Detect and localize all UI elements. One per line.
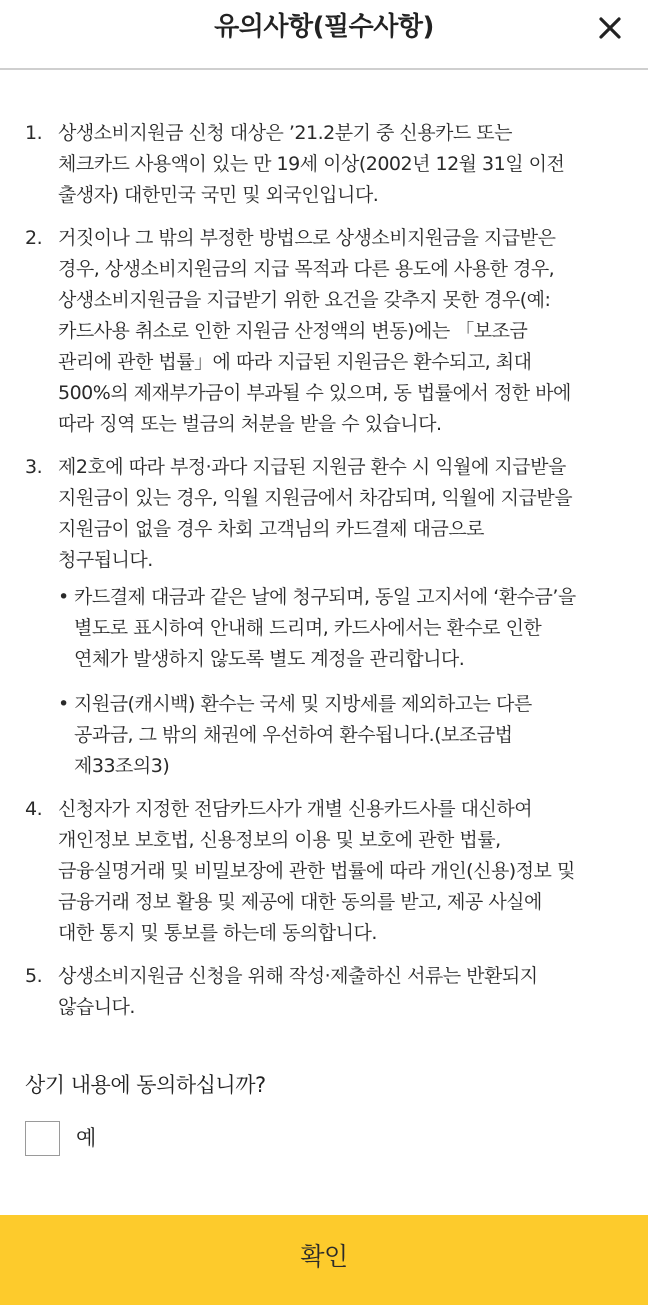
notice-text-line: 지원금이 있는 경우, 익월 지원금에서 차감되며, 익월에 지급받을	[58, 487, 573, 509]
notice-item	[0, 794, 648, 949]
notice-text-line: 지원금이 없을 경우 차회 고객님의 카드결제 대금으로	[58, 518, 485, 540]
notice-item	[0, 223, 648, 440]
notice-text-line: 않습니다.	[58, 996, 135, 1018]
notice-text-line: 제2호에 따라 부정·과다 지급된 지원금 환수 시 익월에 지급받을	[58, 456, 566, 478]
agree-checkbox-label[interactable]: 예	[76, 1126, 97, 1150]
bullet-icon: •	[58, 693, 69, 715]
agree-checkbox[interactable]	[25, 1121, 60, 1156]
notice-number: 4.	[25, 798, 43, 820]
bullet-icon: •	[58, 586, 69, 608]
notice-sub-text-line: 공과금, 그 밖의 채권에 우선하여 환수됩니다.(보조금법	[74, 724, 513, 746]
notice-sub-text-line: 제33조의3)	[74, 755, 170, 777]
notice-text-line: 청구됩니다.	[58, 549, 153, 571]
notice-text-line: 금융거래 정보 활용 및 제공에 대한 동의를 받고, 제공 사실에	[58, 891, 542, 913]
notice-text-line: 따라 징역 또는 벌금의 처분을 받을 수 있습니다.	[58, 413, 442, 435]
notice-text-line: 거짓이나 그 밖의 부정한 방법으로 상생소비지원금을 지급받은	[58, 227, 556, 249]
notice-number: 3.	[25, 456, 43, 478]
notice-text-line: 출생자) 대한민국 국민 및 외국인입니다.	[58, 184, 379, 206]
notice-text-line: 대한 통지 및 통보를 하는데 동의합니다.	[58, 922, 377, 944]
header-bar	[0, 0, 648, 70]
notice-item	[0, 961, 648, 1023]
notice-number: 2.	[25, 227, 43, 249]
notice-text-line: 상생소비지원금 신청을 위해 작성·제출하신 서류는 반환되지	[58, 965, 538, 987]
page-title: 유의사항(필수사항)	[214, 12, 434, 42]
confirm-button[interactable]: 확인	[0, 1215, 648, 1305]
notice-number: 5.	[25, 965, 43, 987]
notice-list	[0, 118, 648, 1035]
notice-text-line: 개인정보 보호법, 신용정보의 이용 및 보호에 관한 법률,	[58, 829, 501, 851]
notice-text-line: 체크카드 사용액이 있는 만 19세 이상(2002년 12월 31일 이전	[58, 153, 565, 175]
notice-text-line: 신청자가 지정한 전담카드사가 개별 신용카드사를 대신하여	[58, 798, 533, 820]
notice-text-line: 상생소비지원금을 지급받기 위한 요건을 갖추지 못한 경우(예:	[58, 289, 551, 311]
notice-sub-text-line: 연체가 발생하지 않도록 별도 계정을 관리합니다.	[74, 648, 465, 670]
notice-item	[0, 452, 648, 782]
notice-sub-text-line: 카드결제 대금과 같은 날에 청구되며, 동일 고지서에 ‘환수금’을	[74, 586, 576, 608]
notice-sub-text-line: 별도로 표시하여 안내해 드리며, 카드사에서는 환수로 인한	[74, 617, 542, 639]
notice-text-line: 500%의 제재부가금이 부과될 수 있으며, 동 법률에서 정한 바에	[58, 382, 571, 404]
notice-text-line: 경우, 상생소비지원금의 지급 목적과 다른 용도에 사용한 경우,	[58, 258, 555, 280]
notice-sub-item	[58, 689, 628, 782]
close-button[interactable]	[594, 12, 626, 44]
notice-sub-text-line: 지원금(캐시백) 환수는 국세 및 지방세를 제외하고는 다른	[74, 693, 532, 715]
notice-number: 1.	[25, 122, 43, 144]
notice-text-line: 상생소비지원금 신청 대상은 ’21.2분기 중 신용카드 또는	[58, 122, 513, 144]
notice-text-line: 금융실명거래 및 비밀보장에 관한 법률에 따라 개인(신용)정보 및	[58, 860, 575, 882]
notice-text-line: 관리에 관한 법률」에 따라 지급된 지원금은 환수되고, 최대	[58, 351, 532, 373]
agreement-question: 상기 내용에 동의하십니까?	[25, 1073, 266, 1097]
notice-sub-item	[58, 582, 628, 675]
close-icon	[594, 12, 626, 44]
notice-item	[0, 118, 648, 211]
notice-text-line: 카드사용 취소로 인한 지원금 산정액의 변동)에는 「보조금	[58, 320, 528, 342]
